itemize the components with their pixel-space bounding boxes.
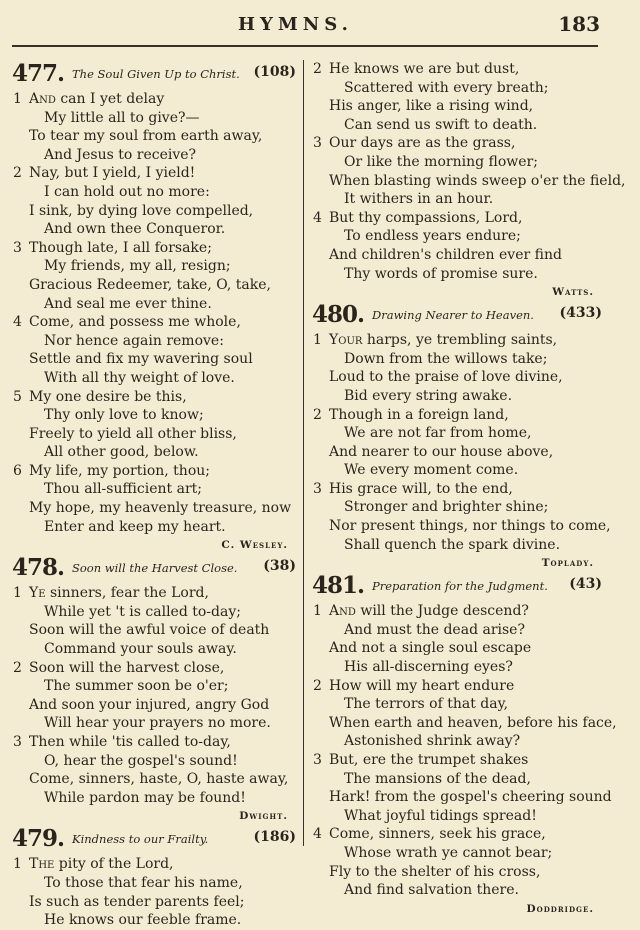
verse-line: Come, sinners, haste, O, haste away,: [29, 771, 289, 788]
verse-line: To those that fear his name,: [44, 874, 243, 891]
verse: [10, 164, 300, 238]
verse-number: 2: [313, 406, 322, 423]
verse-line: Scattered with every breath;: [344, 79, 549, 96]
verse-line: And nearer to our house above,: [329, 443, 554, 460]
hymn-number: 478.: [12, 554, 65, 582]
verse-number: 1: [13, 91, 22, 107]
hymn-title: Soon will the Harvest Close.: [72, 561, 238, 576]
verse-line: His all-discerning eyes?: [344, 659, 513, 676]
verse: [310, 209, 606, 283]
line-text: will the Judge descend?: [355, 603, 529, 620]
verse-line: To endless years endure;: [344, 228, 521, 245]
tune-reference: (43): [569, 576, 602, 593]
verse-number: 2: [13, 165, 22, 182]
line-text: He knows we are but dust,: [329, 61, 520, 77]
line-text: Come, sinners, seek his grace,: [329, 826, 546, 843]
left-column: [10, 60, 300, 930]
verse-line: Gracious Redeemer, take, O, take,: [29, 276, 271, 293]
verse: [310, 825, 606, 899]
line-text: Then while 'tis called to-day,: [29, 734, 231, 750]
verse-line: [310, 825, 606, 844]
verse-line: [310, 677, 606, 696]
verse-line: While pardon may be found!: [44, 789, 246, 806]
verse-line: And seal me ever thine.: [44, 295, 212, 312]
line-text: pity of the Lord,: [54, 856, 174, 873]
line-text: Though late, I all forsake;: [29, 239, 212, 256]
verse-line: Thy words of promise sure.: [344, 265, 538, 282]
verse-line: My little all to give?—: [44, 109, 200, 126]
verse: [310, 331, 606, 405]
line-text: Come, and possess me whole,: [29, 314, 241, 331]
verse-line: His anger, like a rising wind,: [329, 98, 534, 115]
author-attribution: C. Wesley.: [221, 539, 288, 552]
verse: [10, 313, 300, 387]
first-word: And: [29, 91, 56, 107]
verse-line: Whose wrath ye cannot bear;: [344, 844, 553, 861]
verse-line: [10, 584, 300, 603]
hymn: [310, 301, 611, 572]
verse-number: 3: [313, 752, 322, 768]
verse-line: What joyful tidings spread!: [344, 807, 537, 824]
verse-line: [10, 313, 300, 332]
verse-line: And children's children ever find: [329, 246, 562, 263]
verse-number: 3: [13, 239, 22, 256]
line-text: Soon will the harvest close,: [29, 659, 225, 676]
verse-line: [310, 331, 606, 350]
hymn-number: 481.: [312, 572, 365, 600]
verse-number: 3: [313, 480, 322, 497]
verse-number: 3: [13, 734, 22, 750]
verse-number: 4: [313, 209, 322, 226]
verse-line: The mansions of the dead,: [344, 770, 531, 787]
verse: [10, 239, 300, 313]
hymn: [10, 554, 300, 825]
verse-line: Down from the willows take;: [344, 350, 548, 367]
line-text: My life, my portion, thou;: [29, 462, 210, 479]
verse: [10, 733, 300, 807]
verse-line: Hark! from the gospel's cheering sound: [329, 789, 612, 806]
line-text: sinners, fear the Lord,: [45, 585, 209, 602]
verse-line: Fly to the shelter of his cross,: [329, 863, 541, 880]
line-text: How will my heart endure: [329, 677, 515, 694]
verse: [10, 462, 300, 536]
first-word: Your: [329, 332, 363, 349]
hymn-title: The Soul Given Up to Christ.: [72, 67, 240, 81]
hymn-number: 480.: [312, 301, 365, 329]
hymn-title: Kindness to our Frailty.: [72, 832, 209, 847]
verse-number: 4: [313, 826, 322, 843]
verse-line: Can send us swift to death.: [344, 116, 538, 133]
header-rule: [12, 45, 598, 47]
verse: [310, 751, 612, 825]
verse: [10, 659, 300, 733]
hymn-header: [310, 572, 606, 602]
line-text: can I yet delay: [55, 91, 165, 107]
verse-line: When blasting winds sweep o'er the field,: [329, 172, 626, 189]
verse-line: Soon will the awful voice of death: [29, 622, 270, 639]
hymn-header: [10, 825, 300, 855]
verse: [10, 584, 300, 658]
verse-line: [10, 855, 300, 874]
running-title: HYMNS.: [238, 14, 353, 35]
line-text: But thy compassions, Lord,: [329, 209, 523, 226]
verse-number: 2: [13, 659, 22, 676]
verse-line: And soon your injured, angry God: [29, 696, 270, 713]
verse-line: [310, 480, 606, 499]
verse-line: [310, 134, 606, 153]
verse-line: And find salvation there.: [344, 882, 519, 899]
verse: [10, 855, 300, 929]
right-column: [310, 60, 626, 918]
line-text: harps, ye trembling saints,: [362, 332, 558, 349]
line-text: Nay, but I yield, I yield!: [29, 165, 196, 182]
line-text: His grace will, to the end,: [329, 480, 513, 497]
first-word: And: [329, 603, 356, 620]
hymn-title: Drawing Nearer to Heaven.: [372, 308, 534, 323]
verse-line: My friends, my all, resign;: [44, 258, 231, 275]
verse-line: [10, 90, 300, 109]
verse-line: Command your souls away.: [44, 641, 237, 658]
verse-line: [10, 659, 300, 678]
verse-line: [310, 209, 606, 228]
verse-line: We every moment come.: [344, 462, 519, 479]
verse: [10, 90, 300, 164]
verse-line: Bid every string awake.: [344, 387, 513, 404]
hymn-number: 477.: [12, 60, 65, 87]
verse-line: Astonished shrink away?: [344, 733, 521, 750]
line-text: My one desire be this,: [29, 388, 187, 405]
hymn: [310, 572, 617, 918]
verse-line: To tear my soul from earth away,: [29, 128, 263, 145]
page-number: 183: [558, 12, 600, 36]
verse-number: 6: [13, 462, 22, 479]
verse-line: Stronger and brighter shine;: [344, 499, 549, 516]
verse: [310, 677, 617, 751]
page-header: [0, 0, 640, 50]
verse-line: O, hear the gospel's sound!: [44, 752, 238, 769]
verse-line: Freely to yield all other bliss,: [29, 425, 237, 442]
verse-line: We are not far from home,: [344, 425, 532, 442]
verse-line: While yet 't is called to-day;: [44, 603, 241, 620]
author-attribution: Dwight.: [239, 810, 288, 823]
verse-line: Shall quench the spark divine.: [344, 536, 561, 553]
verse-line: [310, 60, 606, 79]
verse-number: 2: [313, 677, 322, 694]
verse-line: Is such as tender parents feel;: [29, 893, 245, 910]
verse-line: My hope, my heavenly treasure, now: [29, 500, 292, 517]
verse: [310, 406, 606, 480]
hymn-header: [310, 301, 606, 331]
hymn: [10, 825, 300, 929]
hymn-number: 479.: [12, 825, 65, 853]
tune-reference: (38): [263, 558, 296, 575]
verse-line: It withers in an hour.: [344, 191, 494, 208]
verse-line: The terrors of that day,: [344, 696, 509, 713]
verse-line: Enter and keep my heart.: [44, 518, 226, 535]
verse: [310, 602, 606, 676]
verse-line: The summer soon be o'er;: [44, 678, 229, 695]
verse-line: Thou all-sufficient art;: [44, 481, 202, 498]
verse-number: 1: [313, 332, 322, 349]
verse-line: [10, 239, 300, 258]
verse-line: And own thee Conqueror.: [44, 221, 226, 238]
line-text: But, ere the trumpet shakes: [329, 752, 529, 768]
verse-line: [10, 164, 300, 183]
verse-line: [310, 751, 606, 770]
verse-line: [10, 462, 300, 481]
author-attribution: Watts.: [552, 286, 594, 299]
verse-line: Nor present things, nor things to come,: [329, 518, 611, 535]
hymn-header: [10, 60, 300, 90]
verse-line: [310, 406, 606, 425]
verse-line: I can hold out no more:: [44, 183, 210, 200]
verse-line: And must the dead arise?: [344, 621, 525, 638]
verse: [10, 388, 300, 462]
first-word: Ye: [29, 585, 46, 602]
first-word: The: [29, 856, 55, 873]
hymn: [10, 60, 300, 554]
verse-line: [10, 733, 300, 752]
verse-line: Thy only love to know;: [44, 407, 204, 424]
verse-line: Loud to the praise of love divine,: [329, 369, 563, 386]
verse-line: Or like the morning flower;: [344, 153, 538, 170]
verse-number: 5: [13, 388, 22, 405]
verse-number: 1: [13, 856, 22, 873]
verse-number: 1: [13, 585, 22, 602]
verse-line: [10, 388, 300, 407]
verse: [310, 134, 626, 208]
hymn-header: [10, 554, 300, 584]
author-attribution: Toplady.: [541, 557, 594, 570]
hymn-continued: [310, 60, 626, 301]
verse-line: He knows our feeble frame.: [44, 912, 242, 929]
verse-line: [310, 602, 606, 621]
verse-line: Nor hence again remove:: [44, 332, 224, 349]
verse-line: All other good, below.: [44, 444, 199, 461]
tune-reference: (433): [559, 305, 602, 322]
verse-number: 4: [13, 314, 22, 331]
author-attribution: Doddridge.: [526, 902, 594, 915]
verse-line: When earth and heaven, before his face,: [329, 714, 617, 731]
line-text: Our days are as the grass,: [329, 135, 516, 152]
verse-line: I sink, by dying love compelled,: [29, 202, 254, 219]
verse-number: 2: [313, 61, 322, 77]
verse-line: And not a single soul escape: [329, 640, 532, 657]
verse-line: Will hear your prayers no more.: [44, 715, 271, 732]
verse-line: And Jesus to receive?: [44, 146, 197, 163]
verse-number: 1: [313, 603, 322, 620]
verse-line: Settle and fix my wavering soul: [29, 351, 253, 368]
tune-reference: (108): [253, 64, 296, 80]
verse: [310, 480, 611, 554]
tune-reference: (186): [253, 829, 296, 846]
hymn-title: Preparation for the Judgment.: [372, 579, 548, 594]
verse: [310, 60, 606, 134]
column-divider: [303, 60, 304, 846]
verse-number: 3: [313, 135, 322, 152]
verse-line: With all thy weight of love.: [44, 369, 235, 386]
line-text: Though in a foreign land,: [329, 406, 509, 423]
